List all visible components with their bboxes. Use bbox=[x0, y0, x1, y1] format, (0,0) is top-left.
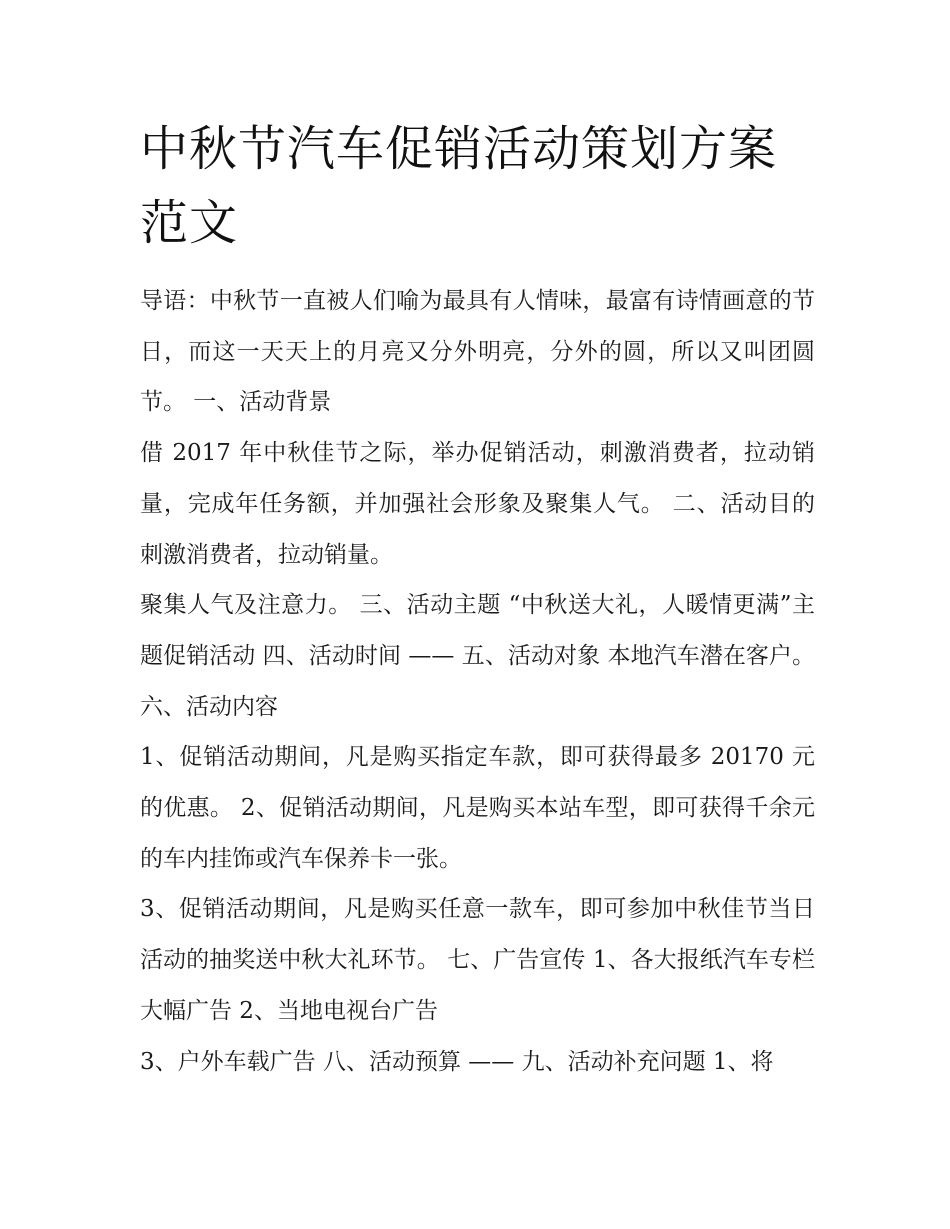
paragraph-background: 借 2017 年中秋佳节之际，举办促销活动，刺激消费者，拉动销量，完成年任务额，并加强社会形象及聚集人气。 二、活动目的 刺激消费者，拉动销量。 bbox=[140, 440, 815, 568]
document-page bbox=[140, 112, 815, 1087]
paragraph-content-1-2: 1、促销活动期间，凡是购买指定车款，即可获得最多 20170 元的优惠。 2、促销活动期间，凡是购买本站车型，即可获得千余元的车内挂饰或汽车保养卡一张。 bbox=[140, 744, 815, 872]
paragraph-budget: 3、户外车载广告 八、活动预算 —— 九、活动补充问题 1、将 bbox=[140, 1048, 774, 1075]
paragraph-theme: 聚集人气及注意力。 三、活动主题 “中秋送大礼，人暖情更满”主题促销活动 四、活动时间 —— 五、活动对象 本地汽车潜在客户。 六、活动内容 bbox=[140, 592, 815, 720]
paragraph-content-3-ads: 3、促销活动期间，凡是购买任意一款车，即可参加中秋佳节当日活动的抽奖送中秋大礼环节。 七、广告宣传 1、各大报纸汽车专栏大幅广告 2、当地电视台广告 bbox=[140, 896, 815, 1024]
document-title: 中秋节汽车促销活动策划方案范文 bbox=[140, 121, 778, 251]
paragraph-intro: 导语：中秋节一直被人们喻为最具有人情味，最富有诗情画意的节日，而这一天天上的月亮又分外明亮，分外的圆，所以又叫团圆节。 一、活动背景 bbox=[140, 288, 815, 416]
